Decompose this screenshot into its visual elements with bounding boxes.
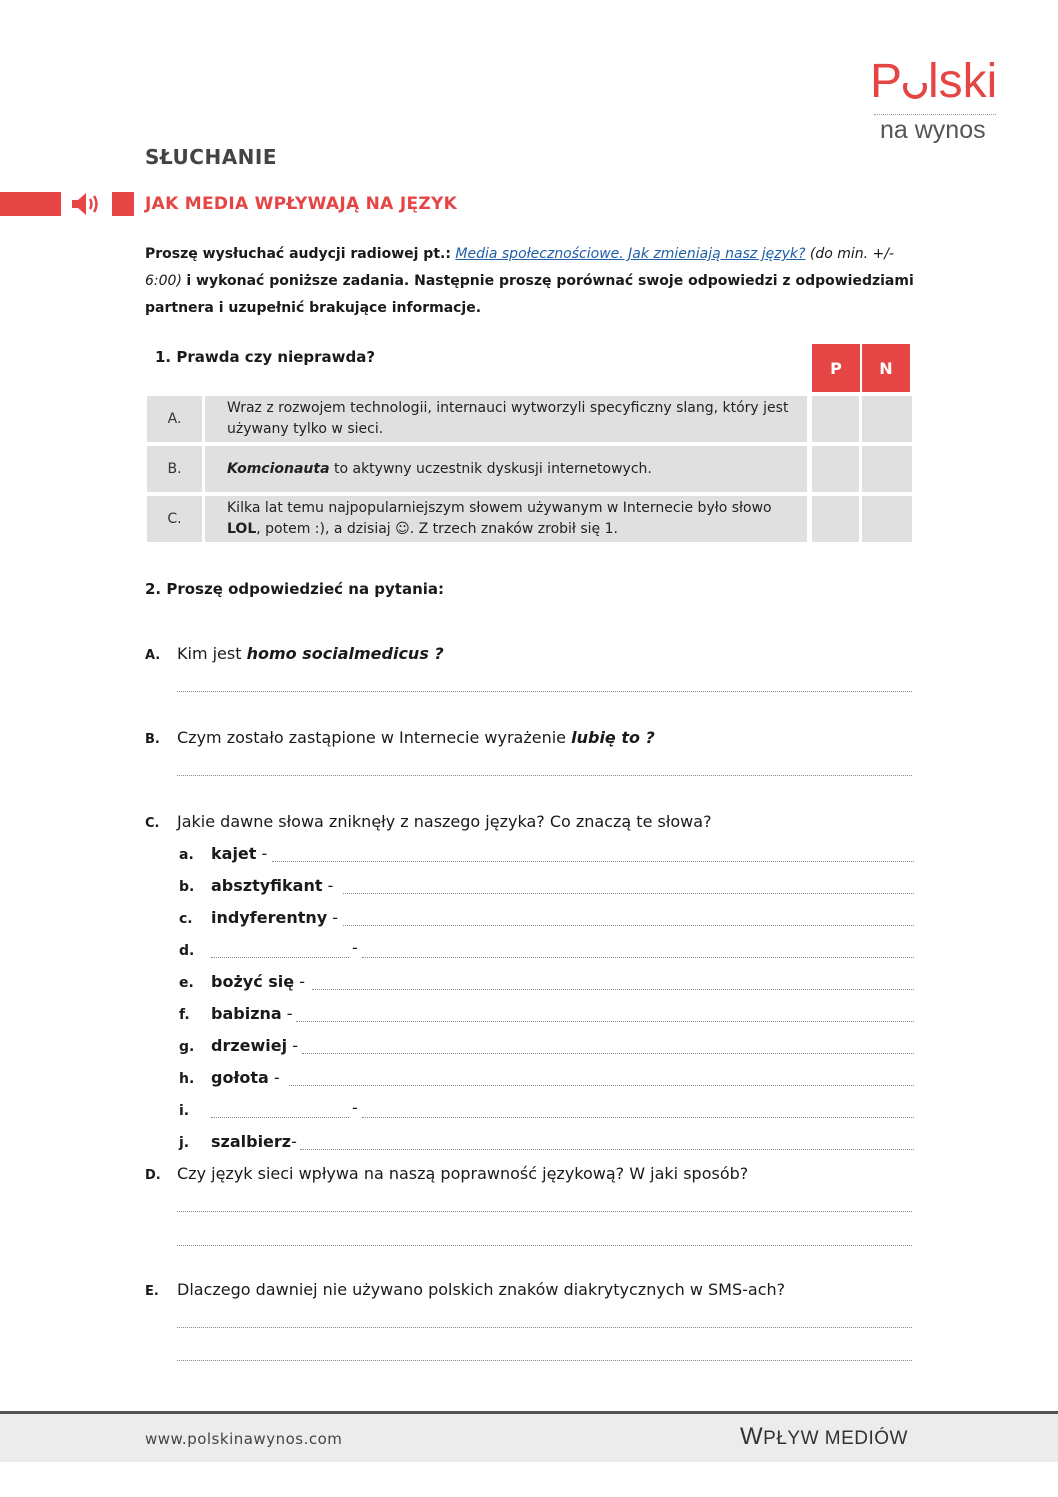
answer-line-word[interactable]: [343, 893, 914, 894]
answer-p-cell[interactable]: [812, 496, 859, 542]
footer-url[interactable]: www.polskinawynos.com: [145, 1430, 343, 1448]
word-blank[interactable]: [211, 1117, 349, 1118]
answer-line-e[interactable]: [177, 1327, 912, 1328]
answer-line-b[interactable]: [177, 775, 912, 776]
question-c: Jakie dawne słowa zniknęły z naszego języka? Co znaczą te słowa?: [177, 812, 712, 831]
word-letter: d.: [179, 943, 195, 959]
table-row: [147, 446, 912, 492]
word-entry: kajet -: [211, 844, 268, 863]
column-n-header: N: [862, 344, 910, 392]
accent-bar: [0, 192, 61, 216]
row-letter: A.: [147, 396, 202, 442]
question-letter: A.: [145, 648, 161, 663]
answer-line-word[interactable]: [362, 957, 914, 958]
question-a: Kim jest homo socialmedicus ?: [177, 644, 444, 663]
speaker-icon: [70, 190, 102, 218]
question-d: Czy język sieci wpływa na naszą poprawność językową? W jaki sposób?: [177, 1164, 749, 1183]
task2-title: 2. Proszę odpowiedzieć na pytania:: [145, 580, 445, 598]
answer-line-word[interactable]: [343, 925, 914, 926]
word-entry: babizna -: [211, 1004, 293, 1023]
answer-n-cell[interactable]: [862, 446, 912, 492]
row-statement: Komcionauta to aktywny uczestnik dyskusji internetowych.: [205, 446, 807, 492]
answer-line-word[interactable]: [272, 861, 914, 862]
audio-link[interactable]: Media społecznościowe. Jak zmieniają nasz język?: [455, 246, 806, 262]
answer-line-word[interactable]: [300, 1149, 914, 1150]
question-letter: E.: [145, 1284, 159, 1299]
word-letter: g.: [179, 1039, 195, 1055]
word-letter: i.: [179, 1103, 190, 1119]
logo-na-wynos: na wynos: [880, 116, 986, 144]
row-statement: Wraz z rozwojem technologii, internauci wytworzyli specyficzny slang, który jest używany tylko w sieci.: [205, 396, 807, 442]
word-letter: c.: [179, 911, 193, 927]
row-statement: Kilka lat temu najpopularniejszym słowem używanym w Internecie było słowo LOL, potem :), a dzisiaj ☺. Z trzech znaków zrobił się 1.: [205, 496, 807, 542]
word-entry: indyferentny -: [211, 908, 339, 927]
page-title: JAK MEDIA WPŁYWAJĄ NA JĘZYK: [145, 194, 458, 214]
word-dash: -: [352, 938, 358, 957]
word-blank[interactable]: [211, 957, 349, 958]
word-letter: h.: [179, 1071, 195, 1087]
footer-title: WPŁYW MEDIÓW: [740, 1423, 908, 1450]
word-letter: b.: [179, 879, 195, 895]
question-e: Dlaczego dawniej nie używano polskich znaków diakrytycznych w SMS-ach?: [177, 1280, 786, 1299]
column-p-header: P: [812, 344, 860, 392]
answer-line-word[interactable]: [312, 989, 914, 990]
question-letter: B.: [145, 732, 160, 747]
word-entry: szalbierz-: [211, 1132, 297, 1151]
answer-line-e[interactable]: [177, 1360, 912, 1361]
word-letter: e.: [179, 975, 194, 991]
word-letter: j.: [179, 1135, 190, 1151]
word-dash: -: [352, 1098, 358, 1117]
logo-o-mark: [902, 52, 928, 112]
logo-polski: P lski: [870, 52, 997, 112]
task1-title: 1. Prawda czy nieprawda?: [155, 348, 376, 366]
answer-line-word[interactable]: [362, 1117, 914, 1118]
row-letter: B.: [147, 446, 202, 492]
accent-square: [112, 192, 134, 216]
word-entry: gołota -: [211, 1068, 280, 1087]
word-letter: a.: [179, 847, 194, 863]
question-letter: C.: [145, 816, 160, 831]
answer-line-d[interactable]: [177, 1245, 912, 1246]
answer-line-word[interactable]: [296, 1021, 914, 1022]
word-letter: f.: [179, 1007, 190, 1023]
answer-line-word[interactable]: [289, 1085, 914, 1086]
table-row: [147, 496, 912, 542]
answer-line-a[interactable]: [177, 691, 912, 692]
instructions: Proszę wysłuchać audycji radiowej pt.: Media społecznościowe. Jak zmieniają nasz język? (do min. +/- 6:00) i wykonać poniższe zadania. Następnie proszę porównać swoje odpowiedzi z odpowiedziami partnera i uzupełnić brakujące informacje.: [145, 246, 914, 316]
question-b: Czym zostało zastąpione w Internecie wyrażenie lubię to ?: [177, 728, 655, 747]
answer-line-word[interactable]: [302, 1053, 914, 1054]
word-entry: drzewiej -: [211, 1036, 298, 1055]
answer-p-cell[interactable]: [812, 396, 859, 442]
question-letter: D.: [145, 1168, 161, 1183]
table-row: [147, 396, 912, 442]
row-letter: C.: [147, 496, 202, 542]
answer-n-cell[interactable]: [862, 396, 912, 442]
answer-line-d[interactable]: [177, 1211, 912, 1212]
word-entry: bożyć się -: [211, 972, 305, 991]
answer-p-cell[interactable]: [812, 446, 859, 492]
answer-n-cell[interactable]: [862, 496, 912, 542]
section-title: SŁUCHANIE: [145, 145, 278, 169]
word-entry: absztyfikant -: [211, 876, 334, 895]
